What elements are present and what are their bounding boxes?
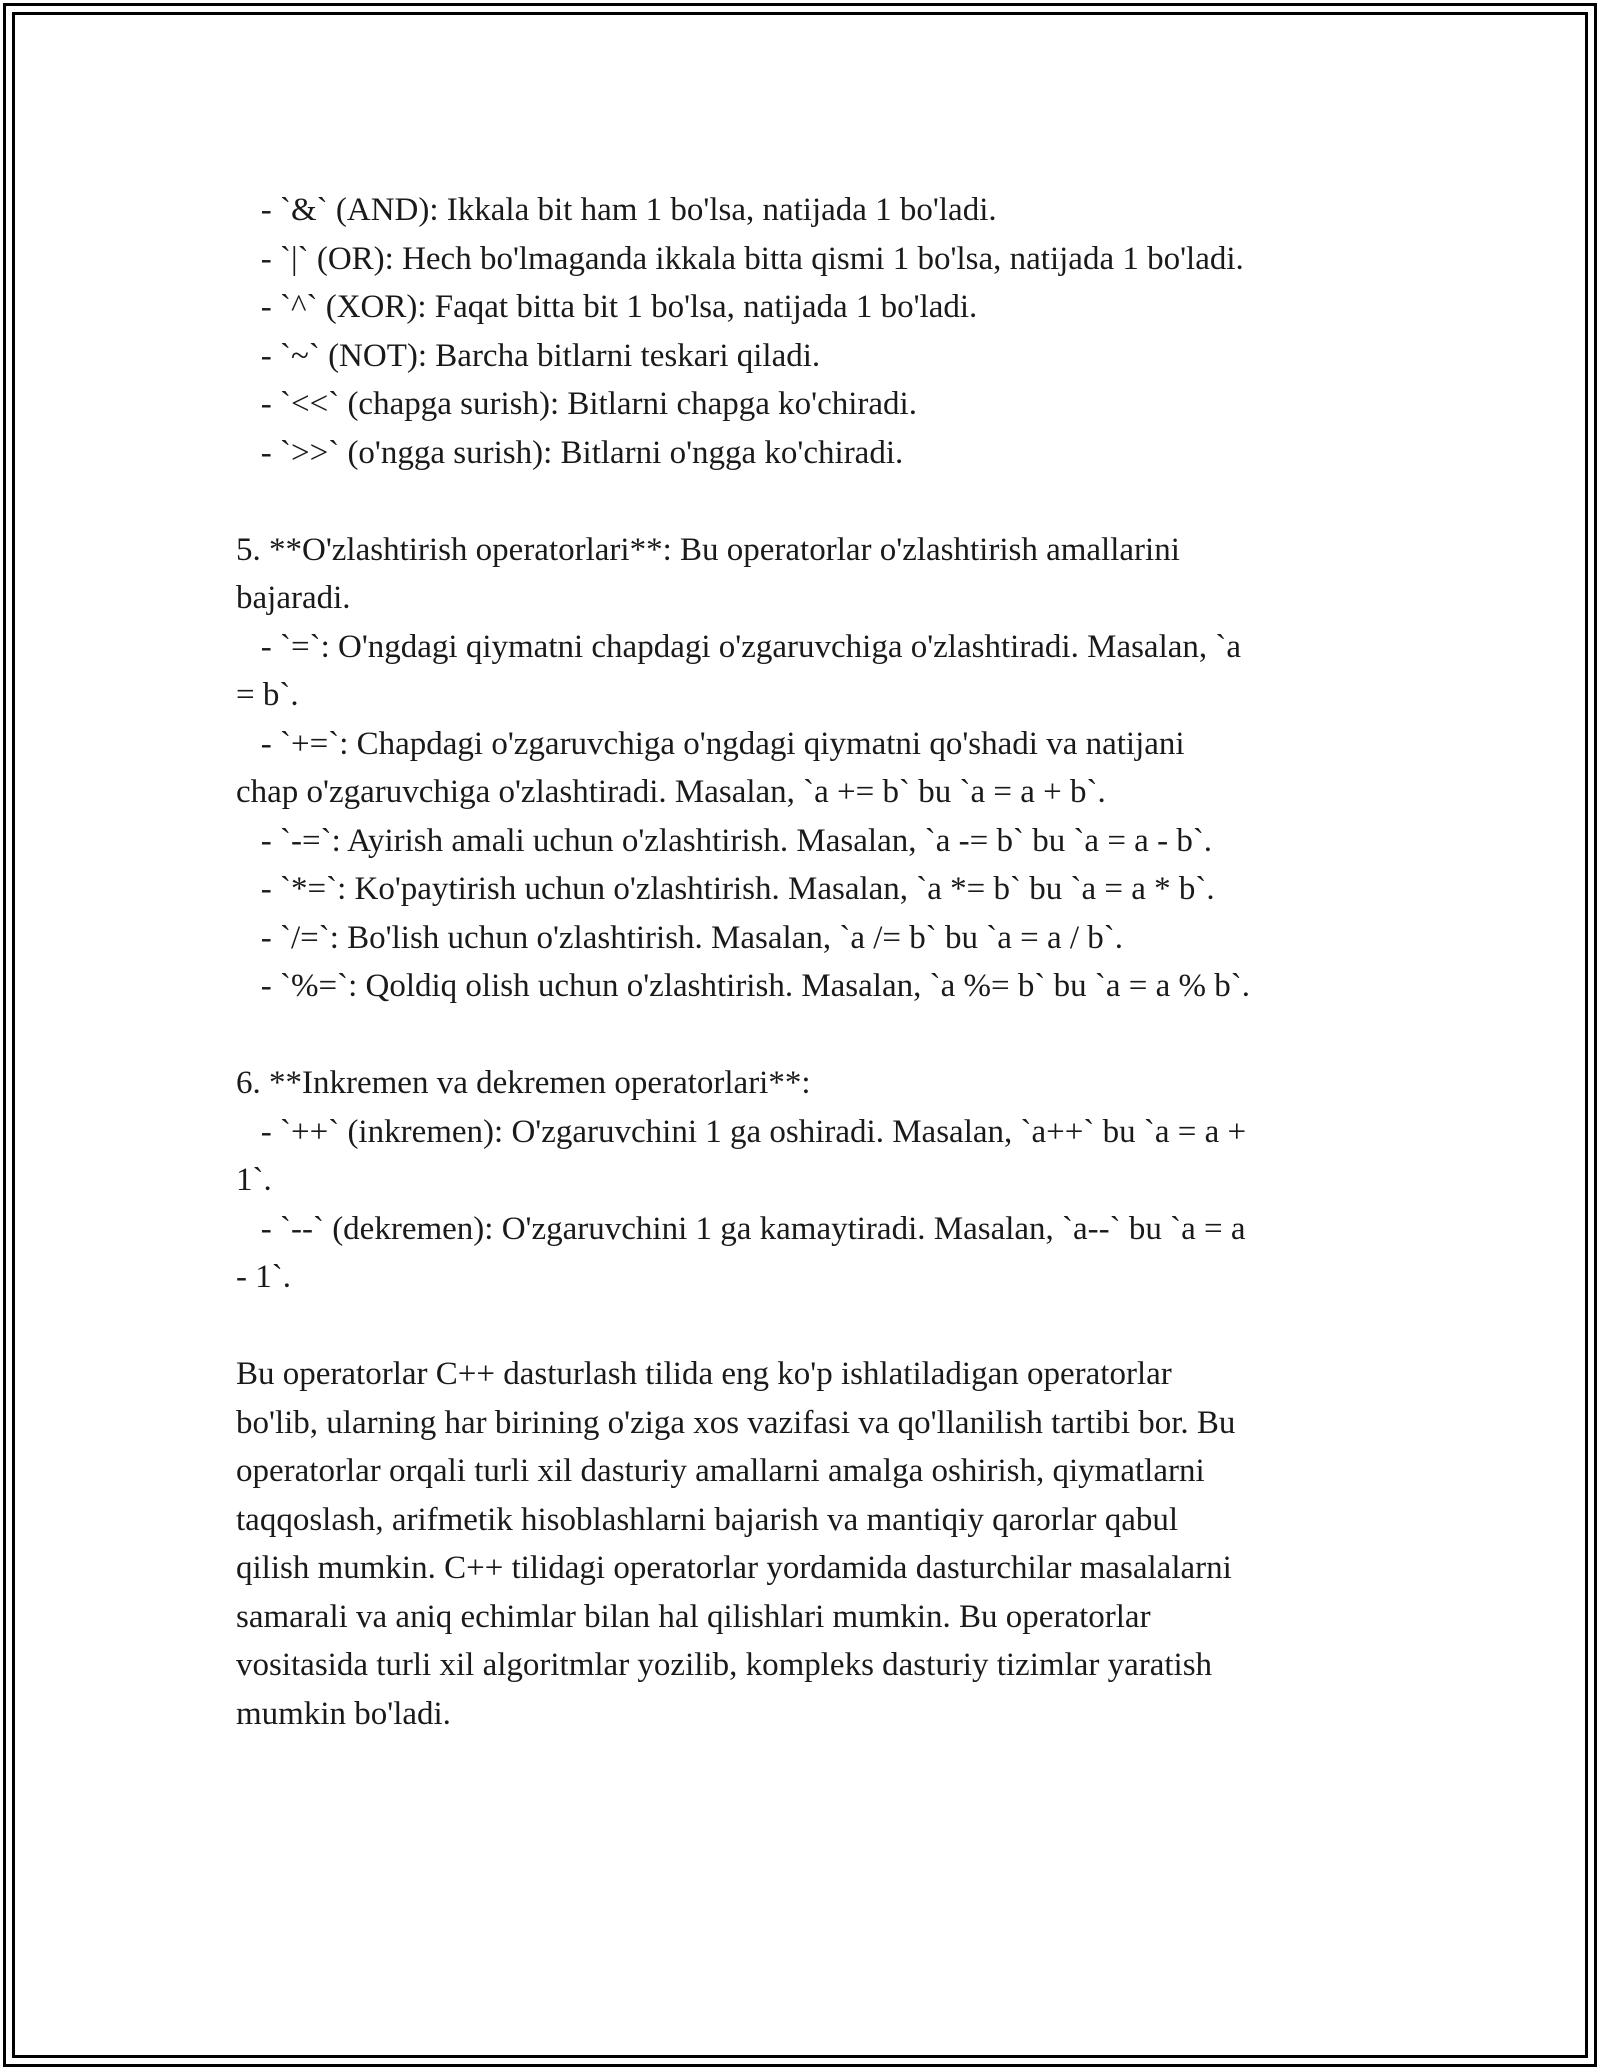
blank-line xyxy=(236,1011,1366,1060)
text-line: = b`. xyxy=(236,677,299,713)
text-line: 6. **Inkremen va dekremen operatorlari**: xyxy=(236,1065,811,1101)
text-line: qilish mumkin. C++ tilidagi operatorlar yordamida dasturchilar masalalarni xyxy=(236,1550,1232,1586)
text-line: chap o'zgaruvchiga o'zlashtiradi. Masalan, `a += b` bu `a = a + b`. xyxy=(236,774,1106,810)
blank-line xyxy=(236,1302,1366,1351)
text-line: vositasida turli xil algoritmlar yozilib, kompleks dasturiy tizimlar yaratish xyxy=(236,1647,1213,1683)
text-line: - `-=`: Ayirish amali uchun o'zlashtirish. Masalan, `a -= b` bu `a = a - b`. xyxy=(236,822,1213,859)
text-line: - `&` (AND): Ikkala bit ham 1 bo'lsa, natijada 1 bo'ladi. xyxy=(236,192,997,228)
text-line: operatorlar orqali turli xil dasturiy amallarni amalga oshirish, qiymatlarni xyxy=(236,1453,1205,1489)
text-line: taqqoslash, arifmetik hisoblashlarni bajarish va mantiqiy qarorlar qabul xyxy=(236,1501,1179,1538)
text-line: - `|` (OR): Hech bo'lmaganda ikkala bitta qismi 1 bo'lsa, natijada 1 bo'ladi. xyxy=(236,240,1244,277)
text-line: bo'lib, ularning har birining o'ziga xos vazifasi va qo'llanilish tartibi bor. Bu xyxy=(236,1404,1236,1441)
text-line: mumkin bo'ladi. xyxy=(236,1695,451,1732)
text-line: - `--` (dekremen): O'zgaruvchini 1 ga kamaytiradi. Masalan, `a--` bu `a = a xyxy=(236,1210,1246,1247)
text-line: - `>>` (o'ngga surish): Bitlarni o'ngga ko'chiradi. xyxy=(236,434,904,471)
blank-line xyxy=(236,477,1366,526)
text-line: - `+=`: Chapdagi o'zgaruvchiga o'ngdagi qiymatni qo'shadi va natijani xyxy=(236,725,1185,762)
text-line: 5. **O'zlashtirish operatorlari**: Bu operatorlar o'zlashtirish amallarini xyxy=(236,531,1180,568)
text-line: - 1`. xyxy=(236,1259,291,1295)
text-line: - `%=`: Qoldiq olish uchun o'zlashtirish. Masalan, `a %= b` bu `a = a % b`. xyxy=(236,968,1250,1004)
text-line: - `/=`: Bo'lish uchun o'zlashtirish. Masalan, `a /= b` bu `a = a / b`. xyxy=(236,919,1124,956)
text-line: - `<<` (chapga surish): Bitlarni chapga ko'chiradi. xyxy=(236,386,917,422)
document-body xyxy=(236,186,1366,1738)
text-line: - `=`: O'ngdagi qiymatni chapdagi o'zgaruvchiga o'zlashtiradi. Masalan, `a xyxy=(236,628,1242,665)
text-line: - `*=`: Ko'paytirish uchun o'zlashtirish. Masalan, `a *= b` bu `a = a * b`. xyxy=(236,871,1215,907)
text-line: Bu operatorlar C++ dasturlash tilida eng ko'p ishlatiladigan operatorlar xyxy=(236,1356,1172,1392)
text-line: samarali va aniq echimlar bilan hal qilishlari mumkin. Bu operatorlar xyxy=(236,1598,1151,1635)
text-line: - `^` (XOR): Faqat bitta bit 1 bo'lsa, natijada 1 bo'ladi. xyxy=(236,289,978,325)
text-line: - `~` (NOT): Barcha bitlarni teskari qiladi. xyxy=(236,337,821,374)
text-line: 1`. xyxy=(236,1162,272,1198)
text-line: - `++` (inkremen): O'zgaruvchini 1 ga oshiradi. Masalan, `a++` bu `a = a + xyxy=(236,1113,1247,1150)
text-line: bajaradi. xyxy=(236,580,351,616)
